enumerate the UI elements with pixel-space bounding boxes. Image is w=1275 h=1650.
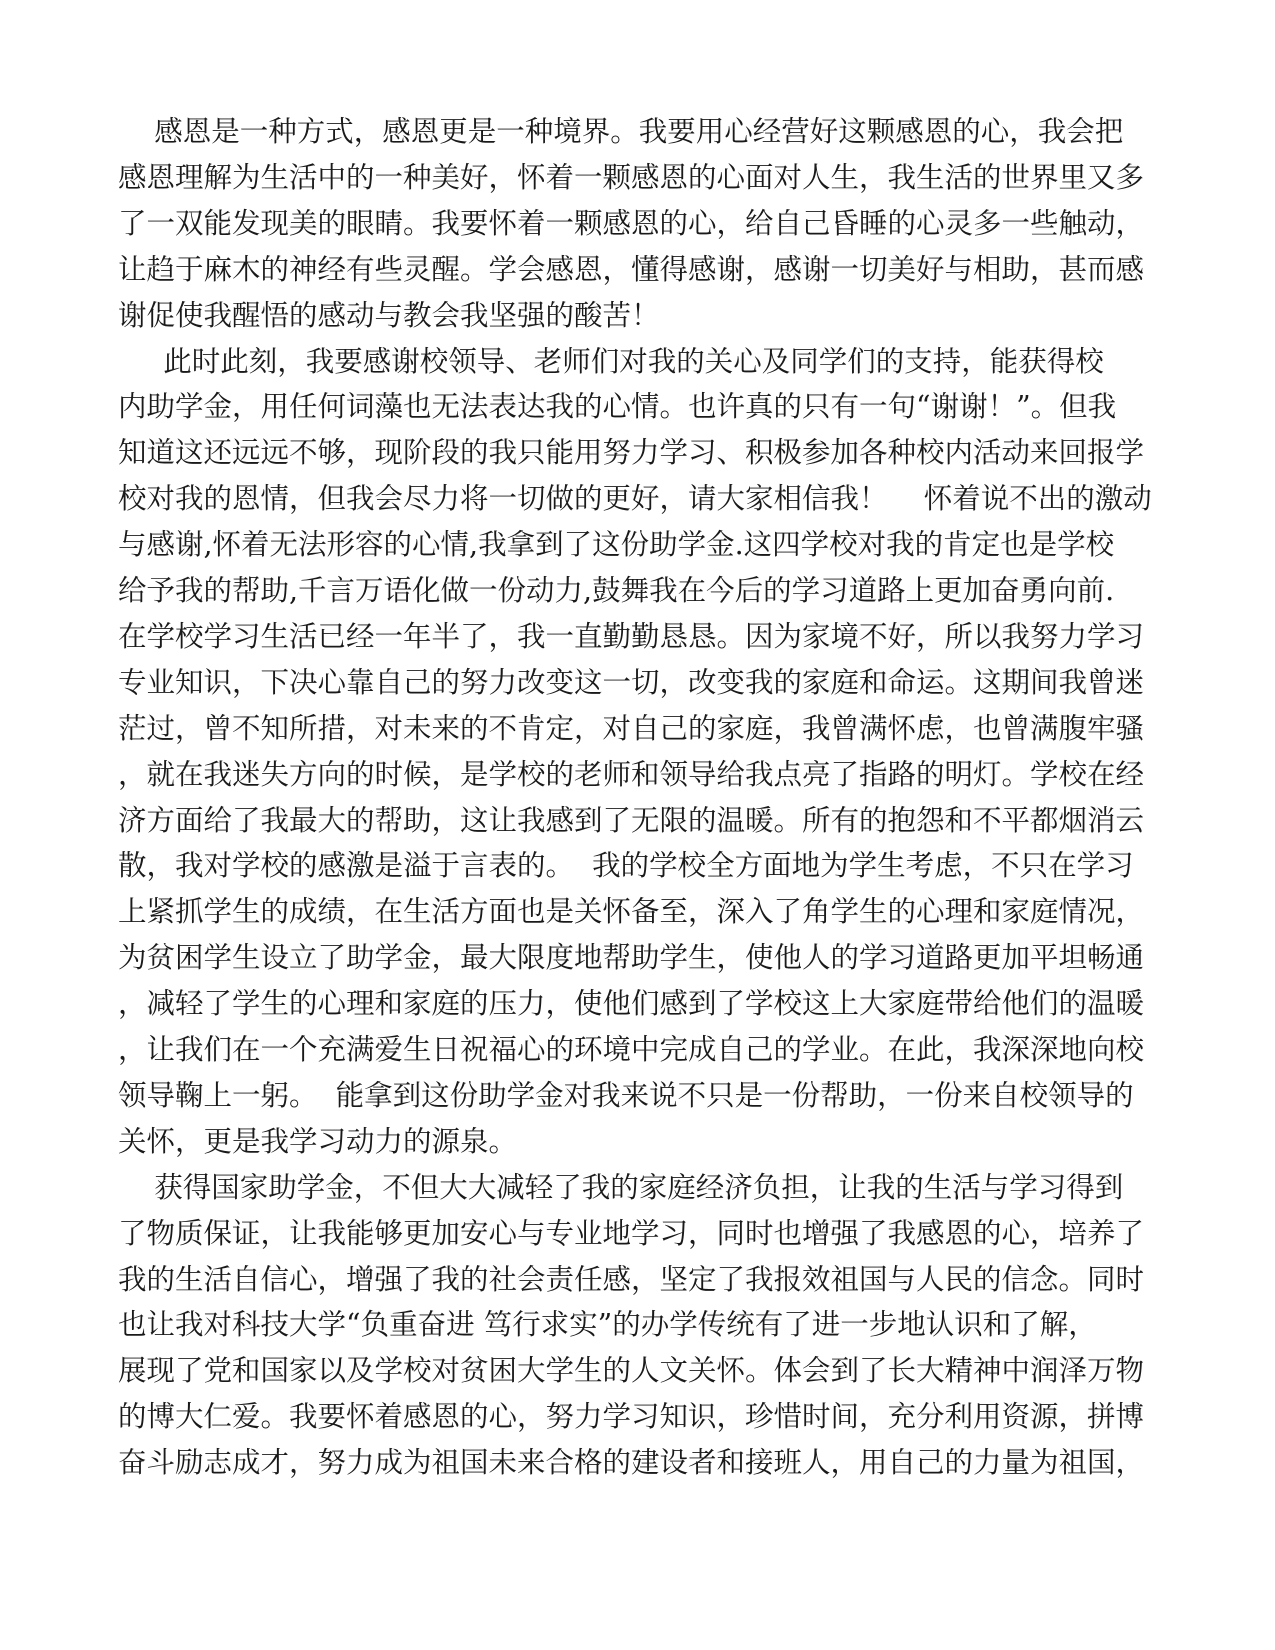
text-line: 关怀，更是我学习动力的源泉。: [118, 1124, 518, 1158]
text-line: 与感谢,怀着无法形容的心情,我拿到了这份助学金.这四学校对我的肯定也是学校: [118, 528, 1115, 562]
text-line: 茫过，曾不知所措，对未来的不肯定，对自己的家庭，我曾满怀虑，也曾满腹牢骚: [118, 711, 1145, 745]
text-line: 散，我对学校的感激是溢于言表的。 我的学校全方面地为学生考虑，不只在学习: [118, 849, 1134, 883]
text-line: 也让我对科技大学“负重奋进 笃行求实”的办学传统有了进一步地认识和了解，: [118, 1308, 1097, 1342]
text-line: 我的生活自信心，增强了我的社会责任感，坚定了我报效祖国与人民的信念。同时: [118, 1262, 1145, 1296]
text-line: 的博大仁爱。我要怀着感恩的心，努力学习知识，珍惜时间，充分利用资源，拼博: [118, 1400, 1145, 1434]
text-line: 让趋于麻木的神经有些灵醒。学会感恩，懂得感谢，感谢一切美好与相助，甚而感: [118, 252, 1145, 286]
text-line: ，让我们在一个充满爱生日祝福心的环境中完成自己的学业。在此，我深深地向校: [118, 1033, 1145, 1066]
text-line: 了一双能发现美的眼睛。我要怀着一颗感恩的心，给自己昏睡的心灵多一些触动，: [118, 206, 1145, 240]
text-line: 谢促使我醒悟的感动与教会我坚强的酸苦！: [118, 298, 660, 332]
text-line: 此时此刻，我要感谢校领导、老师们对我的关心及同学们的支持，能获得校: [118, 344, 1104, 378]
text-line: 获得国家助学金，不但大大减轻了我的家庭经济负担，让我的生活与学习得到: [118, 1170, 1124, 1204]
text-line: ，减轻了学生的心理和家庭的压力，使他们感到了学校这上大家庭带给他们的温暖: [118, 987, 1145, 1021]
text-line: 展现了党和国家以及学校对贫困大学生的人文关怀。体会到了长大精神中润泽万物: [118, 1354, 1145, 1388]
text-line: 了物质保证，让我能够更加安心与专业地学习，同时也增强了我感恩的心，培养了: [118, 1216, 1145, 1250]
text-line: 奋斗励志成才，努力成为祖国未来合格的建设者和接班人，用自己的力量为祖国，: [118, 1446, 1145, 1480]
text-line: 感恩是一种方式，感恩更是一种境界。我要用心经营好这颗感恩的心，我会把: [118, 115, 1124, 148]
text-line: 专业知识，下决心靠自己的努力改变这一切，改变我的家庭和命运。这期间我曾迷: [118, 665, 1145, 699]
text-line: 为贫困学生设立了助学金，最大限度地帮助学生，使他人的学习道路更加平坦畅通: [118, 941, 1145, 975]
text-line: 校对我的恩情，但我会尽力将一切做的更好，请大家相信我！ 怀着说不出的激动: [118, 482, 1152, 516]
text-line: 济方面给了我最大的帮助，这让我感到了无限的温暖。所有的抱怨和不平都烟消云: [118, 803, 1145, 837]
text-line: 知道这还远远不够，现阶段的我只能用努力学习、积极参加各种校内活动来回报学: [118, 436, 1145, 470]
text-line: 感恩理解为生活中的一种美好，怀着一颗感恩的心面对人生，我生活的世界里又多: [118, 160, 1145, 194]
text-line: 内助学金，用任何词藻也无法表达我的心情。也许真的只有一句“谢谢！”。但我: [118, 390, 1117, 424]
text-line: 上紧抓学生的成绩，在生活方面也是关怀备至，深入了角学生的心理和家庭情况，: [118, 895, 1145, 929]
text-line: 在学校学习生活已经一年半了，我一直勤勤恳恳。因为家境不好，所以我努力学习: [118, 619, 1145, 653]
text-line: ，就在我迷失方向的时候，是学校的老师和领导给我点亮了指路的明灯。学校在经: [118, 757, 1145, 791]
text-line: 给予我的帮助,千言万语化做一份动力,鼓舞我在今后的学习道路上更加奋勇向前.: [118, 574, 1115, 607]
text-line: 领导鞠上一躬。 能拿到这份助学金对我来说不只是一份帮助，一份来自校领导的: [118, 1078, 1134, 1112]
